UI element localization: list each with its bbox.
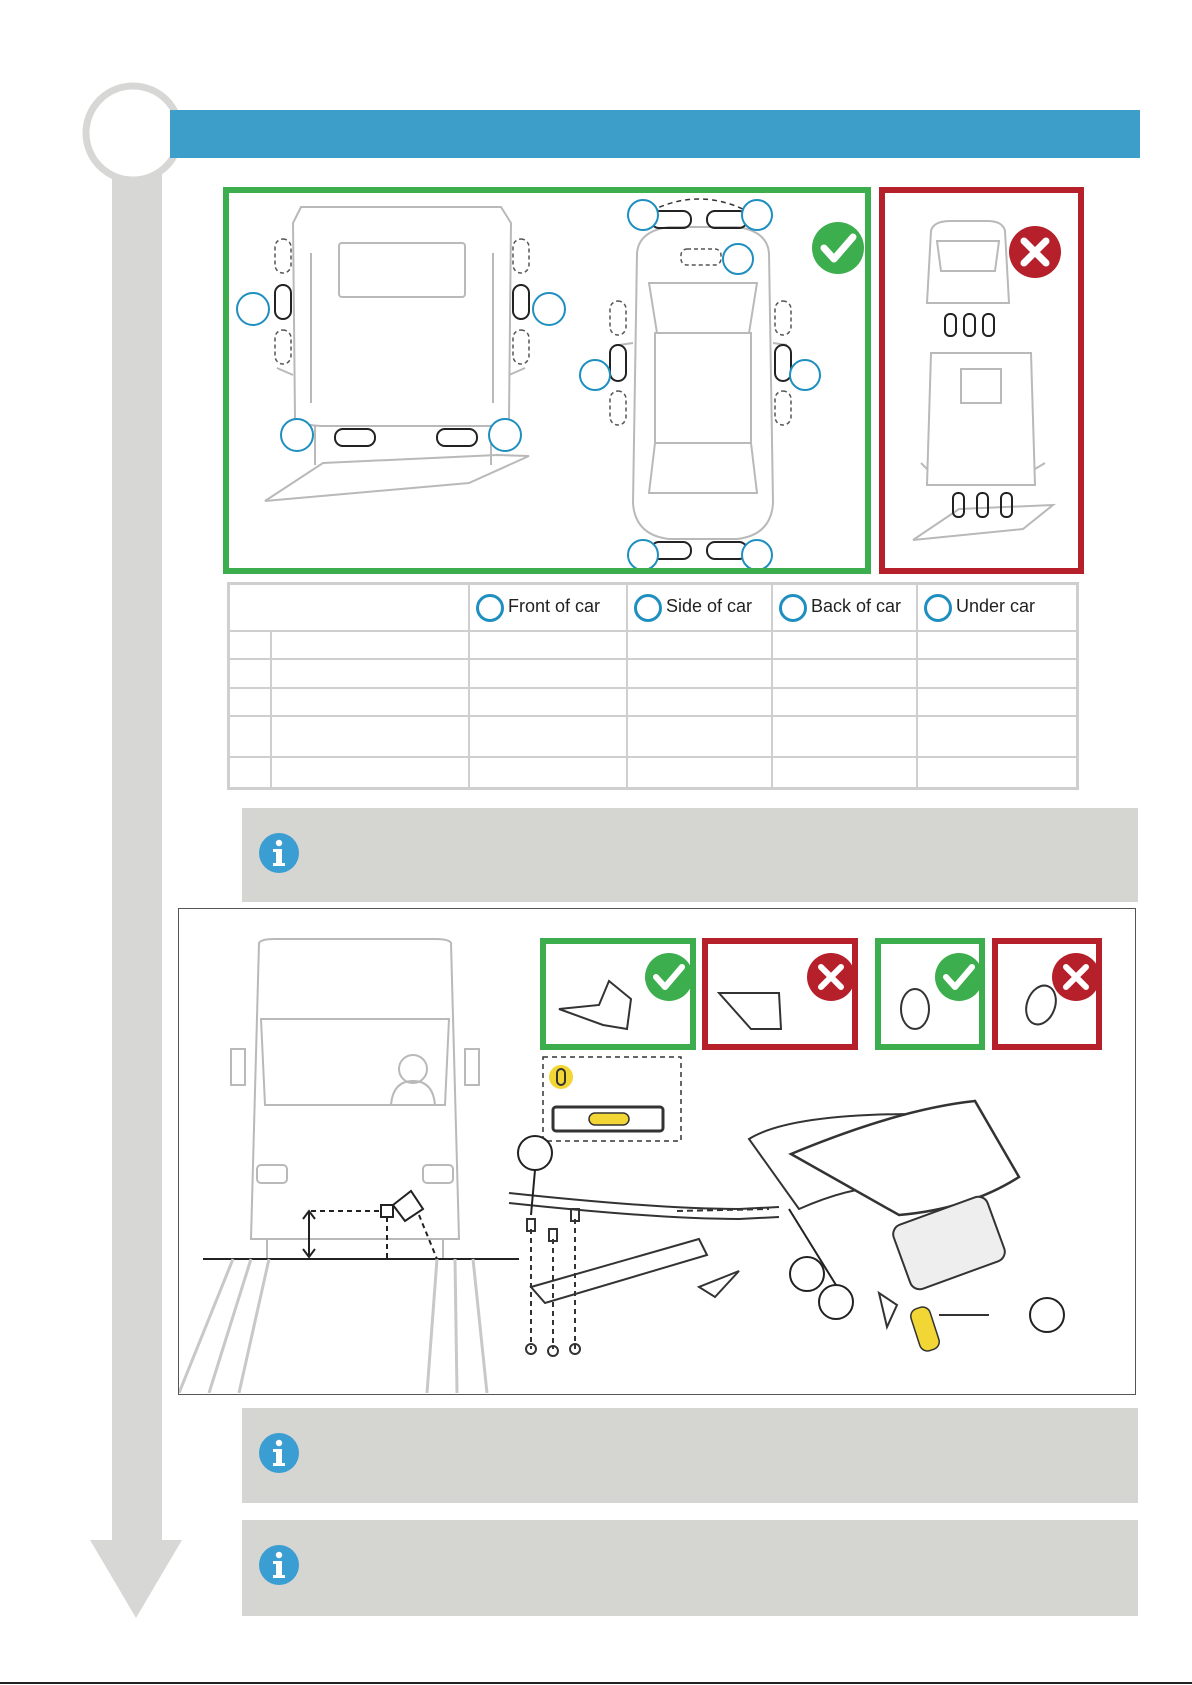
back-callout-icon [779, 594, 807, 622]
step-header-bar [170, 110, 1140, 158]
info-note-2 [242, 1408, 1138, 1503]
under-callout-icon [924, 594, 952, 622]
installation-diagram [179, 909, 1134, 1393]
wrong-placement-panel [879, 187, 1084, 574]
side-callout-icon [634, 594, 662, 622]
sensor-placement-diagram [229, 193, 865, 568]
sensor-position-table [227, 582, 1079, 790]
wrong-placement-diagram [885, 193, 1078, 568]
x-circle-icon [1009, 226, 1061, 278]
column-side-of-car: Side of car [627, 584, 772, 632]
table-row [229, 688, 1078, 716]
check-circle-icon [812, 222, 864, 274]
column-under-car: Under car [917, 584, 1078, 632]
table-row [229, 631, 1078, 659]
page-bottom-rule [0, 1682, 1192, 1684]
column-front-of-car: Front of car [469, 584, 627, 632]
check-circle-icon [645, 953, 693, 1001]
info-note-3 [242, 1520, 1138, 1616]
info-note-1 [242, 808, 1138, 902]
x-circle-icon [1052, 953, 1100, 1001]
x-circle-icon [807, 953, 855, 1001]
front-callout-icon [476, 594, 504, 622]
info-circle-icon [258, 1432, 300, 1474]
spirit-level-icon [549, 1065, 663, 1131]
correct-placement-panel [223, 187, 871, 574]
info-circle-icon [258, 832, 300, 874]
table-corner-cell [229, 584, 470, 632]
table-row [229, 757, 1078, 788]
check-circle-icon [935, 953, 983, 1001]
info-circle-icon [258, 1544, 300, 1586]
table-row [229, 659, 1078, 687]
step-number-circle [86, 86, 180, 180]
table-row [229, 716, 1078, 758]
column-back-of-car: Back of car [772, 584, 917, 632]
installation-panel [178, 908, 1136, 1395]
truck-sensors [275, 239, 529, 446]
